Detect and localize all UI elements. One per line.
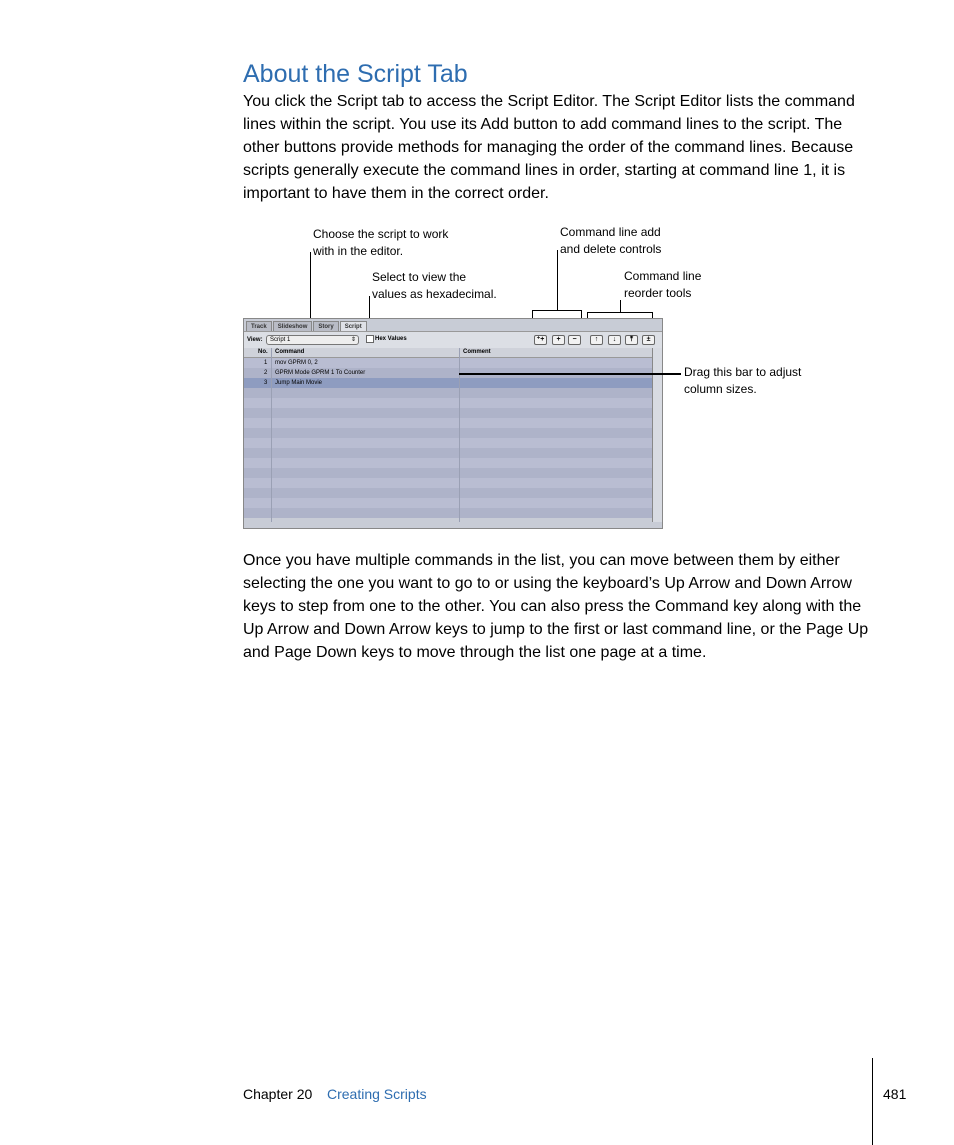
script-toolbar [244,331,662,348]
tab-story[interactable]: Story [313,321,338,332]
row-number: 2 [264,370,268,376]
body-paragraph: Once you have multiple commands in the list, you can move between them by either selecting the one you want to go to or using the keyboard’s Up Arrow and Down Arrow keys to step from one to the other. You can also press the Command key along with the Up Arrow and Down Arrow keys to jump to the first or last command line, or the Page Up and Page Down keys to move through the list one page at a time. [243,552,869,661]
callout-choose-script: Choose the script to work with in the editor. [313,227,449,258]
table-row[interactable] [244,448,654,458]
move-top-button[interactable]: ⤒ [625,335,638,345]
column-command[interactable]: Command [275,349,305,355]
page-number: 481 [883,1086,907,1102]
table-row[interactable] [244,418,654,428]
table-row[interactable] [244,408,654,418]
script-editor-screenshot [243,318,663,529]
table-row[interactable] [244,388,654,398]
section-heading: About the Script Tab [243,60,468,88]
add-command-button[interactable]: + [552,335,565,345]
callout-line [620,300,621,312]
column-divider[interactable] [271,348,272,522]
callout-bracket [587,312,653,313]
hex-values-checkbox[interactable] [366,335,374,343]
view-select[interactable] [266,335,359,345]
move-bottom-button[interactable]: ± [642,335,655,345]
tab-script[interactable]: Script [340,321,367,332]
callout-reorder: Command line reorder tools [624,269,702,300]
view-value: Script 1 [270,337,291,343]
table-row[interactable] [244,488,654,498]
callout-bracket [532,310,582,311]
tab-track[interactable]: Track [246,321,272,332]
footer-divider [872,1058,873,1145]
list-header [244,348,654,358]
chevron-updown-icon: ⇕ [350,337,356,343]
footer-chapter: Chapter 20 [243,1086,313,1102]
callout-drag-bar: Drag this bar to adjust column sizes. [684,365,802,396]
table-row[interactable] [244,478,654,488]
row-number: 3 [264,380,268,386]
table-row[interactable] [244,468,654,478]
view-label: View: [247,337,263,343]
row-command: GPRM Mode GPRM 1 To Counter [275,370,366,376]
table-row[interactable] [244,438,654,448]
table-row[interactable] [244,508,654,518]
table-row[interactable] [244,398,654,408]
footer-chapter-title[interactable]: Creating Scripts [327,1086,427,1102]
table-row[interactable] [244,358,654,368]
table-row[interactable] [244,428,654,438]
intro-paragraph: You click the Script tab to access the Script Editor. The Script Editor lists the command lines within the script. You use its Add button to add command lines to the script. The other buttons provide methods for managing the order of the command lines. Because scripts generally execute the command lines in order, starting at command line 1, it is important to have them in the correct order. [243,93,855,202]
row-command: Jump Main Movie [275,380,323,386]
delete-command-button[interactable]: − [568,335,581,345]
row-number: 1 [264,360,268,366]
callout-line-drag [459,373,681,375]
row-command: mov GPRM 0, 2 [275,360,318,366]
column-no[interactable]: No. [258,349,268,355]
callout-hex: Select to view the values as hexadecimal. [372,270,497,301]
table-row[interactable] [244,458,654,468]
callout-line [557,250,558,310]
move-up-button[interactable]: ↑ [590,335,603,345]
tab-slideshow[interactable]: Slideshow [273,321,313,332]
table-row[interactable] [244,378,654,388]
hex-values-label: Hex Values [375,336,407,342]
table-row[interactable] [244,498,654,508]
callout-add-delete: Command line add and delete controls [560,225,662,256]
column-comment[interactable]: Comment [463,349,491,355]
move-down-button[interactable]: ↓ [608,335,621,345]
insert-command-button[interactable]: ⁺+ [534,335,547,345]
